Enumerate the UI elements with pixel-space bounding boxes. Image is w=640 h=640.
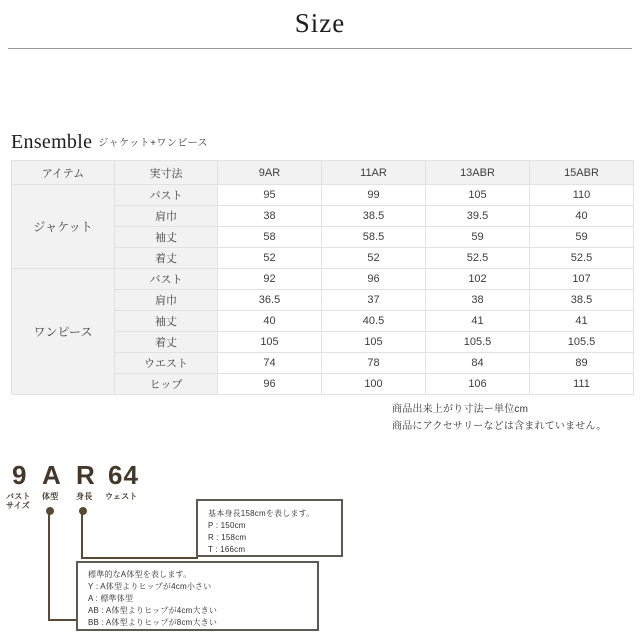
cell-value: 105 [426, 185, 530, 206]
callout-bodytype-line5: BB : A体型よりヒップが8cm大きい [88, 618, 218, 627]
leader-line-height-horizontal [81, 557, 198, 559]
cell-value: 52 [322, 248, 426, 269]
category-onepiece: ワンピース [12, 269, 115, 395]
measure-label: 袖丈 [115, 227, 218, 248]
cell-value: 36.5 [218, 290, 322, 311]
cell-value: 38 [426, 290, 530, 311]
callout-height-line2: P : 150cm [208, 521, 246, 530]
code-char-bodytype: A [42, 460, 62, 490]
callout-bodytype-line3: A : 標準体型 [88, 594, 134, 603]
section-heading [11, 131, 208, 154]
column-header-size-13abr: 13ABR [426, 161, 530, 185]
measurement-notes [392, 401, 607, 435]
leader-line-bodytype-horizontal [48, 619, 78, 621]
code-label-bust-line2: サイズ [6, 501, 30, 510]
cell-value: 107 [530, 269, 634, 290]
cell-value: 78 [322, 353, 426, 374]
cell-value: 40.5 [322, 311, 426, 332]
measure-label: 袖丈 [115, 311, 218, 332]
cell-value: 52.5 [426, 248, 530, 269]
callout-height [196, 499, 343, 557]
cell-value: 105.5 [426, 332, 530, 353]
measure-label: バスト [115, 269, 218, 290]
category-jacket: ジャケット [12, 185, 115, 269]
cell-value: 59 [426, 227, 530, 248]
note-line-1: 商品出来上がり寸法ー単位cm [392, 404, 529, 415]
cell-value: 58.5 [322, 227, 426, 248]
section-name-en: Ensemble [11, 131, 93, 153]
code-char-height: R [76, 460, 96, 490]
cell-value: 74 [218, 353, 322, 374]
cell-value: 39.5 [426, 206, 530, 227]
leader-line-height-vertical [81, 511, 83, 559]
code-label-height-line1: 身長 [76, 492, 93, 501]
callout-height-line1: 基本身長158cmを表します。 [208, 509, 315, 518]
cell-value: 52 [218, 248, 322, 269]
cell-value: 99 [322, 185, 426, 206]
column-header-size-9ar: 9AR [218, 161, 322, 185]
measure-label: ウエスト [115, 353, 218, 374]
leader-line-bodytype-vertical [48, 511, 50, 621]
callout-bodytype [76, 561, 319, 631]
cell-value: 58 [218, 227, 322, 248]
code-label-bodytype [42, 492, 58, 501]
cell-value: 41 [426, 311, 530, 332]
cell-value: 40 [218, 311, 322, 332]
code-label-bust-line1: バスト [6, 492, 31, 501]
code-char-waist: 64 [108, 460, 139, 490]
cell-value: 102 [426, 269, 530, 290]
page-title: Size [294, 8, 346, 38]
code-label-bust [6, 492, 31, 510]
size-table [11, 160, 634, 395]
column-header-size-11ar: 11AR [322, 161, 426, 185]
cell-value: 105.5 [530, 332, 634, 353]
cell-value: 38.5 [322, 206, 426, 227]
table-header-row [12, 161, 634, 185]
code-label-waist-line1: ウェスト [105, 492, 138, 501]
measure-label: ヒップ [115, 374, 218, 395]
callout-bodytype-line2: Y : A体型よりヒップが4cm小さい [88, 582, 212, 591]
table-row [12, 185, 634, 206]
code-label-height [76, 492, 92, 501]
code-label-waist [105, 492, 137, 501]
cell-value: 106 [426, 374, 530, 395]
cell-value: 59 [530, 227, 634, 248]
column-header-item: アイテム [12, 161, 115, 185]
cell-value: 105 [218, 332, 322, 353]
cell-value: 89 [530, 353, 634, 374]
cell-value: 38.5 [530, 290, 634, 311]
cell-value: 41 [530, 311, 634, 332]
cell-value: 40 [530, 206, 634, 227]
cell-value: 37 [322, 290, 426, 311]
cell-value: 110 [530, 185, 634, 206]
code-label-bodytype-line1: 体型 [42, 492, 59, 501]
cell-value: 111 [530, 374, 634, 395]
callout-bodytype-line4: AB : A体型よりヒップが4cm大きい [88, 606, 218, 615]
cell-value: 105 [322, 332, 426, 353]
measure-label: バスト [115, 185, 218, 206]
section-name-jp: ジャケット+ワンピース [98, 138, 209, 149]
measure-label: 着丈 [115, 248, 218, 269]
title-divider [8, 48, 632, 49]
measure-label: 肩巾 [115, 290, 218, 311]
cell-value: 52.5 [530, 248, 634, 269]
cell-value: 84 [426, 353, 530, 374]
callout-height-line3: R : 158cm [208, 533, 247, 542]
measure-label: 肩巾 [115, 206, 218, 227]
cell-value: 92 [218, 269, 322, 290]
code-char-bust: 9 [12, 460, 28, 490]
measure-label: 着丈 [115, 332, 218, 353]
cell-value: 38 [218, 206, 322, 227]
column-header-measure: 実寸法 [115, 161, 218, 185]
callout-bodytype-line1: 標準的なA体型を表します。 [88, 570, 192, 579]
cell-value: 95 [218, 185, 322, 206]
cell-value: 96 [322, 269, 426, 290]
cell-value: 96 [218, 374, 322, 395]
cell-value: 100 [322, 374, 426, 395]
note-line-2: 商品にアクセサリーなどは含まれていません。 [392, 421, 607, 432]
column-header-size-15abr: 15ABR [530, 161, 634, 185]
table-row [12, 269, 634, 290]
callout-height-line4: T : 166cm [208, 545, 246, 554]
